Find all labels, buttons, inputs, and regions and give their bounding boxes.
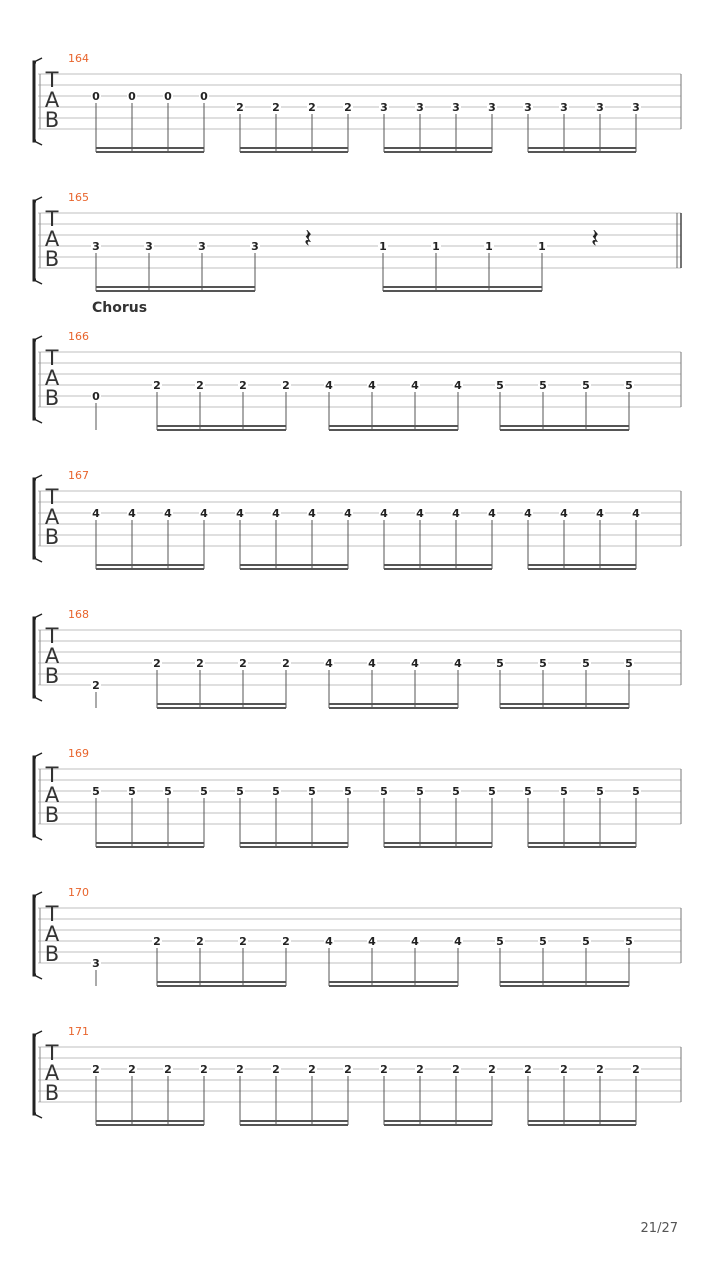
tab-clef-t: T [45, 763, 59, 787]
fret-number: 2 [560, 1063, 568, 1076]
fret-number: 5 [308, 785, 316, 798]
system-bracket [34, 618, 36, 697]
fret-number: 4 [454, 935, 462, 948]
fret-number: 2 [200, 1063, 208, 1076]
fret-number: 2 [164, 1063, 172, 1076]
tab-clef-t: T [45, 207, 59, 231]
fret-number: 2 [282, 379, 290, 392]
tab-clef-b: B [44, 247, 60, 271]
fret-number: 5 [416, 785, 424, 798]
fret-number: 3 [452, 101, 460, 114]
fret-number: 4 [380, 507, 388, 520]
tab-clef-a: A [44, 227, 60, 251]
fret-number: 4 [272, 507, 280, 520]
section-label: Chorus [92, 300, 148, 316]
bracket-hook-bottom [34, 558, 42, 562]
quarter-rest: 𝄽 [304, 224, 312, 254]
measure-number: 170 [68, 886, 89, 899]
fret-number: 2 [272, 101, 280, 114]
tab-system [34, 300, 681, 430]
fret-number: 5 [560, 785, 568, 798]
tab-clef-t: T [45, 485, 59, 509]
bracket-hook-top [34, 336, 42, 340]
fret-number: 2 [488, 1063, 496, 1076]
tab-clef-a: A [44, 922, 60, 946]
fret-number: 4 [411, 379, 419, 392]
fret-number: 3 [92, 957, 100, 970]
bracket-hook-top [34, 475, 42, 479]
tab-clef-t: T [45, 624, 59, 648]
tab-clef-b: B [44, 386, 60, 410]
fret-number: 4 [368, 935, 376, 948]
fret-number: 4 [596, 507, 604, 520]
tab-clef-t: T [45, 346, 59, 370]
fret-number: 2 [153, 935, 161, 948]
bracket-hook-bottom [34, 419, 42, 423]
fret-number: 5 [582, 379, 590, 392]
tab-clef-a: A [44, 644, 60, 668]
fret-number: 4 [325, 379, 333, 392]
fret-number: 4 [560, 507, 568, 520]
fret-number: 4 [92, 507, 100, 520]
fret-number: 2 [524, 1063, 532, 1076]
fret-number: 5 [632, 785, 640, 798]
fret-number: 5 [452, 785, 460, 798]
tab-system [34, 886, 681, 986]
fret-number: 2 [239, 657, 247, 670]
fret-number: 3 [488, 101, 496, 114]
fret-number: 4 [454, 657, 462, 670]
fret-number: 2 [239, 379, 247, 392]
bracket-hook-top [34, 1031, 42, 1035]
fret-number: 4 [452, 507, 460, 520]
fret-number: 2 [416, 1063, 424, 1076]
bracket-hook-bottom [34, 975, 42, 979]
fret-number: 3 [632, 101, 640, 114]
fret-number: 5 [539, 657, 547, 670]
measure-number: 171 [68, 1025, 89, 1038]
fret-number: 5 [524, 785, 532, 798]
tab-clef-t: T [45, 68, 59, 92]
fret-number: 0 [92, 390, 100, 403]
fret-number: 3 [596, 101, 604, 114]
fret-number: 1 [485, 240, 493, 253]
bracket-hook-bottom [34, 280, 42, 284]
fret-number: 5 [164, 785, 172, 798]
system-bracket [34, 62, 36, 141]
fret-number: 0 [92, 90, 100, 103]
bracket-hook-top [34, 614, 42, 618]
fret-number: 2 [239, 935, 247, 948]
tab-clef-b: B [44, 664, 60, 688]
fret-number: 4 [344, 507, 352, 520]
fret-number: 2 [308, 101, 316, 114]
fret-number: 1 [379, 240, 387, 253]
fret-number: 5 [128, 785, 136, 798]
fret-number: 5 [582, 657, 590, 670]
fret-number: 5 [488, 785, 496, 798]
tab-clef-a: A [44, 1061, 60, 1085]
fret-number: 4 [308, 507, 316, 520]
fret-number: 4 [368, 379, 376, 392]
fret-number: 2 [344, 101, 352, 114]
fret-number: 5 [596, 785, 604, 798]
fret-number: 4 [236, 507, 244, 520]
fret-number: 2 [452, 1063, 460, 1076]
measure-number: 169 [68, 747, 89, 760]
fret-number: 2 [282, 935, 290, 948]
fret-number: 5 [625, 935, 633, 948]
fret-number: 0 [164, 90, 172, 103]
fret-number: 1 [538, 240, 546, 253]
fret-number: 2 [236, 101, 244, 114]
fret-number: 2 [92, 1063, 100, 1076]
fret-number: 4 [524, 507, 532, 520]
tab-clef-a: A [44, 783, 60, 807]
fret-number: 5 [380, 785, 388, 798]
fret-number: 2 [92, 679, 100, 692]
bracket-hook-top [34, 892, 42, 896]
fret-number: 3 [251, 240, 259, 253]
tab-clef-t: T [45, 1041, 59, 1065]
fret-number: 2 [272, 1063, 280, 1076]
fret-number: 5 [625, 657, 633, 670]
fret-number: 4 [325, 657, 333, 670]
fret-number: 3 [198, 240, 206, 253]
tab-clef-b: B [44, 942, 60, 966]
tab-clef-b: B [44, 1081, 60, 1105]
fret-number: 5 [496, 657, 504, 670]
fret-number: 2 [344, 1063, 352, 1076]
fret-number: 2 [153, 379, 161, 392]
fret-number: 5 [539, 935, 547, 948]
measure-number: 168 [68, 608, 89, 621]
fret-number: 3 [560, 101, 568, 114]
fret-number: 5 [200, 785, 208, 798]
bracket-hook-bottom [34, 141, 42, 145]
tab-system [34, 1025, 681, 1125]
bracket-hook-bottom [34, 1114, 42, 1118]
page-number: 21/27 [640, 1221, 678, 1236]
fret-number: 4 [411, 657, 419, 670]
fret-number: 2 [196, 935, 204, 948]
measure-number: 165 [68, 191, 89, 204]
fret-number: 0 [200, 90, 208, 103]
system-bracket [34, 1035, 36, 1114]
fret-number: 5 [625, 379, 633, 392]
fret-number: 2 [153, 657, 161, 670]
bracket-hook-bottom [34, 697, 42, 701]
tab-system [34, 52, 681, 152]
fret-number: 5 [582, 935, 590, 948]
measure-number: 164 [68, 52, 89, 65]
fret-number: 2 [236, 1063, 244, 1076]
tab-clef-a: A [44, 505, 60, 529]
fret-number: 4 [368, 657, 376, 670]
fret-number: 2 [196, 379, 204, 392]
tab-system [34, 191, 681, 291]
system-bracket [34, 201, 36, 280]
bracket-hook-bottom [34, 836, 42, 840]
fret-number: 5 [496, 935, 504, 948]
fret-number: 2 [632, 1063, 640, 1076]
tab-clef-a: A [44, 366, 60, 390]
fret-number: 5 [236, 785, 244, 798]
tab-clef-b: B [44, 525, 60, 549]
fret-number: 2 [282, 657, 290, 670]
fret-number: 2 [128, 1063, 136, 1076]
fret-number: 4 [488, 507, 496, 520]
fret-number: 3 [524, 101, 532, 114]
fret-number: 2 [380, 1063, 388, 1076]
measure-number: 167 [68, 469, 89, 482]
system-bracket [34, 340, 36, 419]
fret-number: 3 [145, 240, 153, 253]
system-bracket [34, 479, 36, 558]
fret-number: 4 [411, 935, 419, 948]
system-bracket [34, 757, 36, 836]
measure-number: 166 [68, 330, 89, 343]
tab-clef-a: A [44, 88, 60, 112]
fret-number: 3 [380, 101, 388, 114]
tab-clef-b: B [44, 108, 60, 132]
fret-number: 2 [196, 657, 204, 670]
bracket-hook-top [34, 58, 42, 62]
tab-system [34, 608, 681, 708]
tab-system [34, 747, 681, 847]
fret-number: 5 [344, 785, 352, 798]
fret-number: 5 [496, 379, 504, 392]
fret-number: 5 [539, 379, 547, 392]
fret-number: 1 [432, 240, 440, 253]
fret-number: 4 [325, 935, 333, 948]
quarter-rest: 𝄽 [591, 224, 599, 254]
fret-number: 4 [128, 507, 136, 520]
fret-number: 4 [200, 507, 208, 520]
bracket-hook-top [34, 753, 42, 757]
fret-number: 5 [92, 785, 100, 798]
fret-number: 3 [92, 240, 100, 253]
fret-number: 4 [164, 507, 172, 520]
fret-number: 4 [454, 379, 462, 392]
fret-number: 2 [308, 1063, 316, 1076]
bracket-hook-top [34, 197, 42, 201]
fret-number: 5 [272, 785, 280, 798]
system-bracket [34, 896, 36, 975]
fret-number: 4 [416, 507, 424, 520]
fret-number: 4 [632, 507, 640, 520]
tab-system [34, 469, 681, 569]
fret-number: 2 [596, 1063, 604, 1076]
fret-number: 0 [128, 90, 136, 103]
fret-number: 3 [416, 101, 424, 114]
tab-clef-t: T [45, 902, 59, 926]
tab-clef-b: B [44, 803, 60, 827]
